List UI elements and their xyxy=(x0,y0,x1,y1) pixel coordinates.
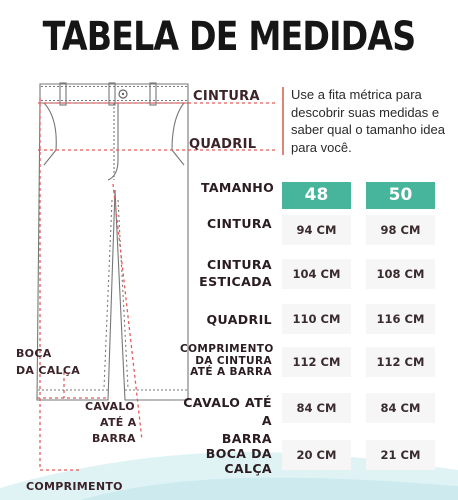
row-label-cintura: CINTURA xyxy=(206,216,272,231)
label-quadril: QUADRIL xyxy=(189,137,257,152)
cell-cintura-48: 94 CM xyxy=(282,215,351,245)
row-label-quadril: QUADRIL xyxy=(206,312,272,327)
label-comprimento: COMPRIMENTO xyxy=(26,480,123,493)
cell-cavalo-50: 84 CM xyxy=(366,393,435,423)
page-title: TABELA DE MEDIDAS xyxy=(42,14,416,60)
cell-comprimento-50: 112 CM xyxy=(366,347,435,377)
label-cavalo-line1: CAVALO xyxy=(85,400,135,413)
note-accent-bar xyxy=(282,87,284,155)
row-label-boca: BOCA DA CALÇA xyxy=(205,446,272,476)
label-cavalo-line3: BARRA xyxy=(92,432,136,445)
instruction-note: Use a fita métrica para descobrir suas medidas e saber qual o tamanho idea para você. xyxy=(291,87,445,155)
row-label-comprimento: COMPRIMENTO DA CINTURA ATÉ A BARRA xyxy=(180,343,274,378)
cell-cintura-esticada-50: 108 CM xyxy=(366,259,435,289)
label-boca-line2: DA CALÇA xyxy=(16,364,81,377)
size-header-50: 50 xyxy=(366,182,435,209)
tamanho-label: TAMANHO xyxy=(201,180,274,195)
row-label-cintura-esticada: CINTURA ESTICADA xyxy=(199,257,272,289)
cell-quadril-50: 116 CM xyxy=(366,304,435,334)
cell-quadril-48: 110 CM xyxy=(282,304,351,334)
row-label-cavalo: CAVALO ATÉ A BARRA xyxy=(183,395,272,446)
cell-cintura-esticada-48: 104 CM xyxy=(282,259,351,289)
cell-comprimento-48: 112 CM xyxy=(282,347,351,377)
cell-boca-50: 21 CM xyxy=(366,440,435,470)
label-cintura: CINTURA xyxy=(193,89,260,104)
size-header-48: 48 xyxy=(282,182,351,209)
cell-cavalo-48: 84 CM xyxy=(282,393,351,423)
label-cavalo-line2: ATÉ A xyxy=(100,416,137,429)
cell-boca-48: 20 CM xyxy=(282,440,351,470)
cell-cintura-50: 98 CM xyxy=(366,215,435,245)
label-boca-line1: BOCA xyxy=(16,347,52,360)
